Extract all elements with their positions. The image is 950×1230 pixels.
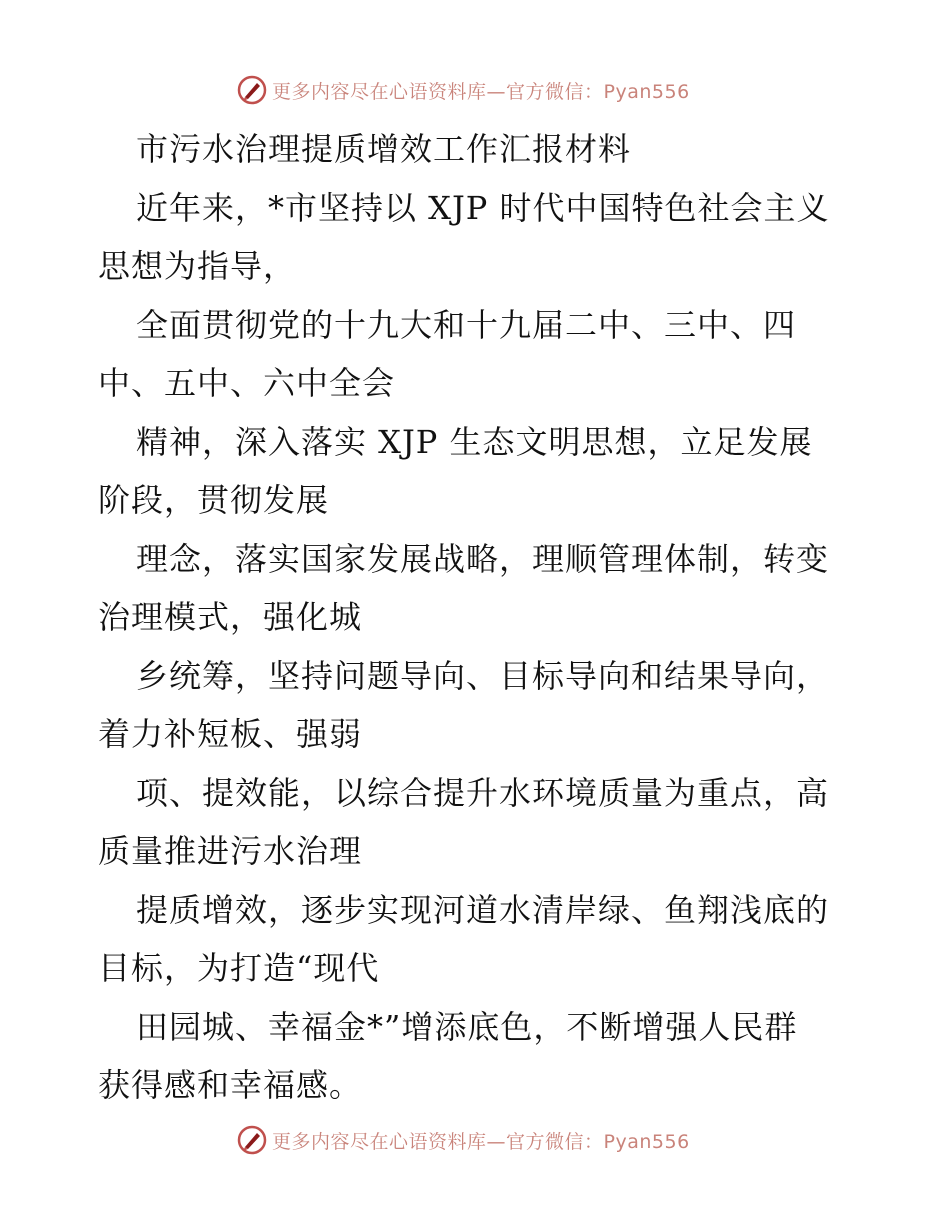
paragraph-line: 项、提效能，以综合提升水环境质量为重点，高 — [136, 773, 830, 812]
document-body — [98, 120, 858, 1115]
paragraph-line: 全面贯彻党的十九大和十九届二中、三中、四 — [136, 305, 797, 344]
paragraph-line: 精神，深入落实 XJP 生态文明思想，立足发展 — [136, 422, 813, 461]
header-watermark-banner — [236, 72, 716, 108]
pen-circle-logo-icon — [236, 1124, 268, 1156]
paragraph-line: 获得感和幸福感。 — [98, 1066, 363, 1104]
paragraph-line: 着力补短板、强弱 — [98, 715, 363, 753]
pen-circle-logo-icon — [236, 74, 268, 106]
watermark-text: 更多内容尽在心语资料库—官方微信：Pyan556 — [272, 80, 690, 103]
paragraph-line: 思想为指导， — [98, 247, 297, 285]
paragraph-line: 目标，为打造“现代 — [98, 949, 380, 987]
paragraph-line: 乡统筹，坚持问题导向、目标导向和结果导向， — [136, 656, 830, 695]
watermark-text: 更多内容尽在心语资料库—官方微信：Pyan556 — [272, 1130, 690, 1153]
paragraph-line: 中、五中、六中全会 — [98, 364, 396, 402]
paragraph-line: 阶段，贯彻发展 — [98, 481, 330, 519]
paragraph-line: 田园城、幸福金*”增添底色，不断增强人民群 — [136, 1007, 798, 1046]
paragraph-line: 理念，落实国家发展战略，理顺管理体制，转变 — [136, 539, 830, 578]
paragraph-line: 治理模式，强化城 — [98, 598, 363, 636]
footer-watermark-banner — [236, 1122, 716, 1158]
document-title: 市污水治理提质增效工作汇报材料 — [136, 130, 632, 168]
paragraph-line: 近年来，*市坚持以 XJP 时代中国特色社会主义 — [136, 188, 830, 227]
paragraph-line: 提质增效，逐步实现河道水清岸绿、鱼翔浅底的 — [136, 890, 830, 929]
paragraph-line: 质量推进污水治理 — [98, 832, 363, 870]
